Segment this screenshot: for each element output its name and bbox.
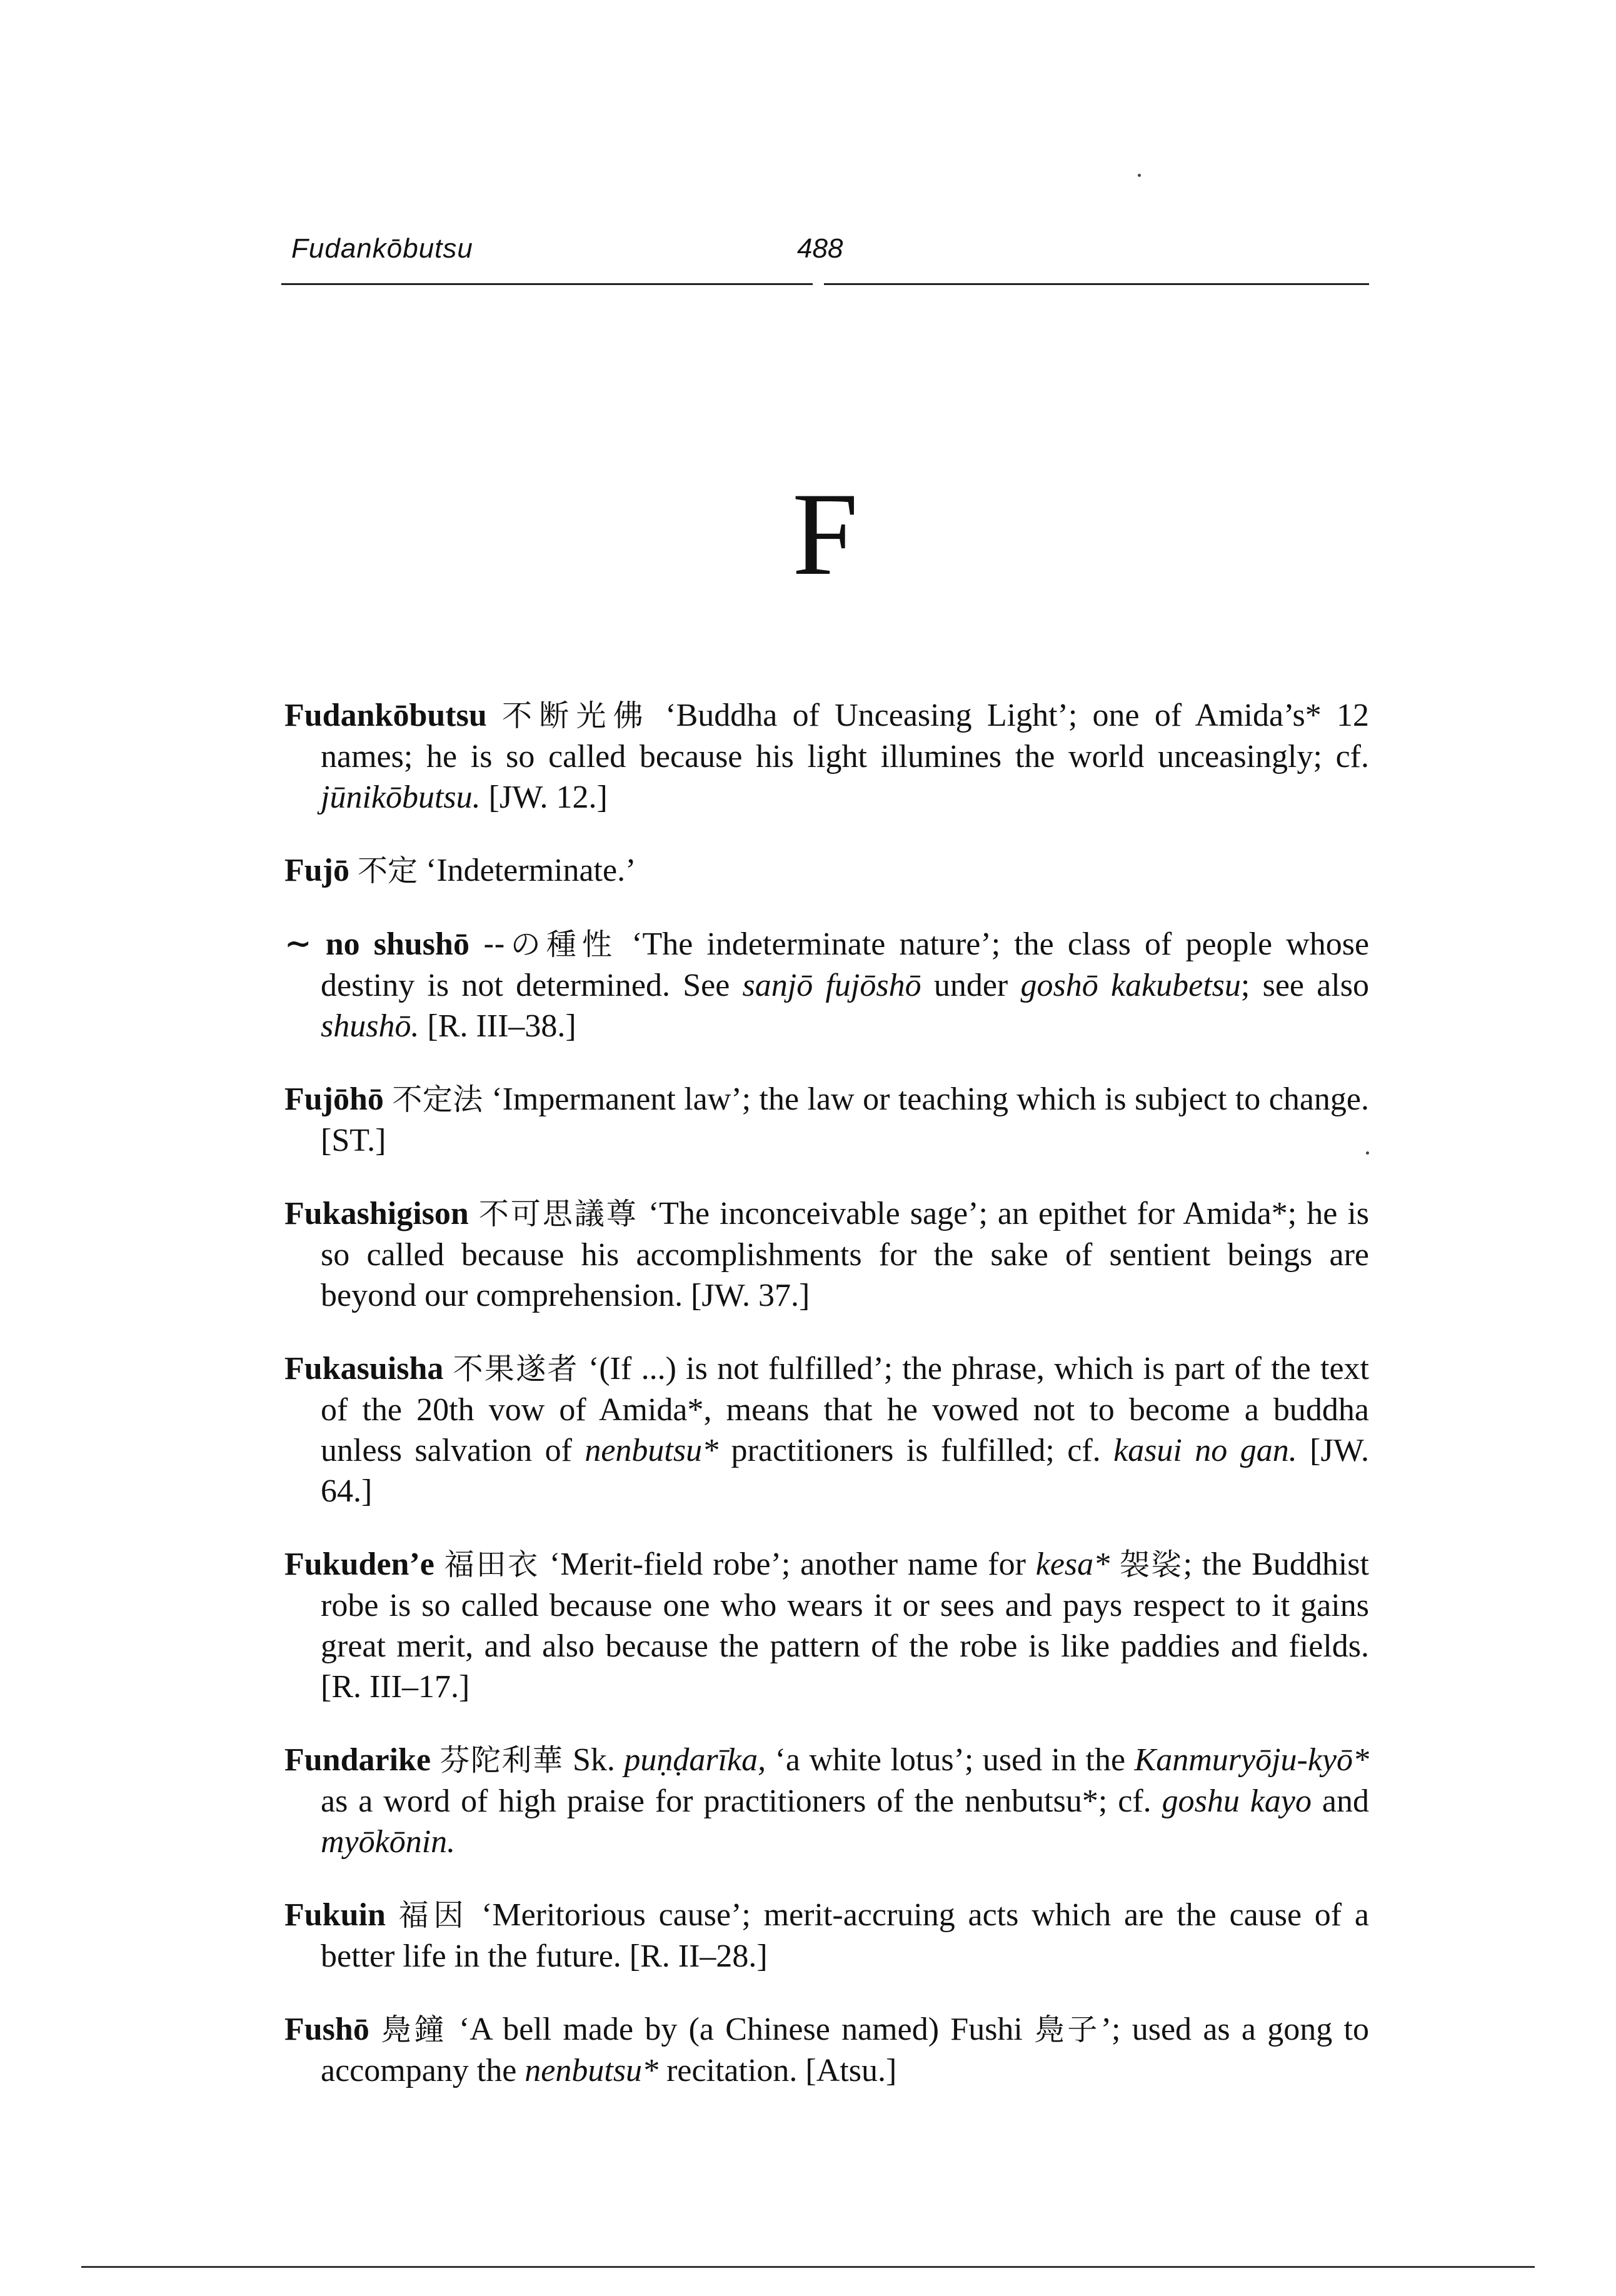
entry-headword: Fukashigison	[284, 1196, 469, 1231]
entry-headword: Fundarike	[284, 1742, 431, 1778]
entry-fujo	[284, 850, 1369, 891]
entry-characters: 不定法	[392, 1082, 483, 1117]
entry-cross-reference: shushō.	[321, 1008, 419, 1044]
entry-text: under	[921, 968, 1021, 1003]
entry-fukudene	[284, 1544, 1369, 1707]
entry-source: [JW. 64.]	[321, 1433, 1369, 1509]
glossary-entries	[284, 663, 1369, 2106]
entry-source: recitation. [Atsu.]	[658, 2053, 897, 2088]
entry-gloss: ‘Impermanent law’; the law or teaching which is subject to change. [ST.]	[321, 1081, 1370, 1158]
entry-source: [JW. 12.]	[480, 780, 608, 815]
entry-characters: 不定	[358, 853, 418, 888]
entry-headword: Fujōhō	[284, 1081, 384, 1117]
entry-characters: 福因	[398, 1898, 469, 1933]
entry-cross-reference: kasui no gan.	[1113, 1433, 1297, 1468]
entry-fundarike	[284, 1740, 1369, 1862]
entry-fujoho	[284, 1079, 1369, 1161]
entry-gloss: ‘A bell made by (a Chinese named) Fushi	[458, 2012, 1035, 2047]
entry-characters: 不可思議尊	[478, 1196, 638, 1231]
entry-characters: 不断光佛	[502, 698, 650, 733]
entry-text: and	[1311, 1783, 1370, 1819]
scan-speck	[1366, 1151, 1369, 1155]
entry-gloss: ‘The inconceivable sage’; an epithet for Amida*; he is so called because his accomplishments for the sake of sentient beings are beyond our comprehension. [JW. 37.]	[321, 1196, 1370, 1313]
entry-gloss: ‘Indeterminate.’	[426, 853, 636, 888]
entry-cross-reference: nenbutsu*	[524, 2053, 659, 2088]
entry-fusho	[284, 2009, 1369, 2091]
entry-characters: 不果遂者	[453, 1351, 579, 1386]
entry-cross-reference: nenbutsu*	[585, 1433, 719, 1468]
entry-cross-reference: jūnikōbutsu.	[321, 780, 481, 815]
page-number: 488	[797, 233, 843, 264]
entry-characters-secondary: 鳧子	[1034, 2012, 1101, 2047]
entry-source: [R. III–38.]	[419, 1008, 576, 1044]
entry-characters-secondary: 袈裟	[1119, 1547, 1183, 1582]
entry-cross-reference: goshō kakubetsu	[1020, 968, 1241, 1003]
entry-gloss: Sk.	[572, 1742, 625, 1778]
entry-text: as a word of high praise for practitioners of the nenbutsu*; cf.	[321, 1783, 1162, 1819]
entry-characters: 鳧鐘	[381, 2012, 448, 2047]
entry-no-shusho	[284, 924, 1369, 1046]
entry-headword: Fudankōbutsu	[284, 698, 487, 733]
entry-text: ‘a white lotus’; used in the	[766, 1742, 1135, 1778]
entry-fukashigison	[284, 1193, 1369, 1316]
entry-characters: 福田衣	[444, 1547, 540, 1582]
entry-fukuin	[284, 1895, 1369, 1977]
entry-text: ; the Buddhist robe is so called because one who wears it or sees and pays respect to it gains great merit, and also because the pattern of the robe is like paddies and fields.	[321, 1547, 1369, 1664]
entry-headword: Fukasuisha	[284, 1351, 444, 1386]
running-title: Fudankōbutsu	[291, 233, 473, 264]
entry-sanskrit-term: puṇḍarīka,	[624, 1742, 766, 1778]
entry-text: practitioners is fulfilled; cf.	[718, 1433, 1114, 1468]
entry-source: [R. III–17.]	[321, 1669, 470, 1705]
header-rule-left	[281, 283, 813, 285]
entry-headword: Fujō	[284, 853, 349, 888]
entry-cross-reference: sanjō fujōshō	[742, 968, 921, 1003]
entry-gloss: ‘(If ...) is not fulfilled’; the phrase, which is part of the text of the 20th vow of Amida*, means that he vowed not to become a buddha unless salvation of	[321, 1351, 1369, 1468]
entry-headword: Fukuden’e	[284, 1547, 434, 1582]
entry-gloss: ‘The indeterminate nature’; the class of people whose destiny is not determined. See	[321, 926, 1370, 1003]
section-letter: F	[792, 469, 858, 600]
entry-gloss: ‘Buddha of Unceasing Light’; one of Amida’s* 12 names; he is so called because his light illumines the world unceasingly; cf.	[321, 698, 1369, 775]
entry-characters: 芬陀利華	[439, 1743, 564, 1778]
running-head	[281, 228, 1369, 284]
entry-headword: Fushō	[284, 2012, 369, 2047]
entry-gloss: ‘Meritorious cause’; merit-accruing acts which are the cause of a better life in the future. [R. II–28.]	[321, 1897, 1369, 1974]
entry-cross-reference: myōkōnin.	[321, 1824, 456, 1860]
entry-headword: no shushō	[325, 926, 469, 962]
entry-cross-reference: kesa*	[1035, 1547, 1110, 1582]
entry-fudankobutsu	[284, 695, 1369, 818]
tilde-mark: ∼	[284, 926, 312, 962]
header-rule-right	[824, 283, 1369, 285]
entry-text: ’; used as a gong to accompany the	[321, 2012, 1369, 2088]
entry-fukasuisha	[284, 1348, 1369, 1511]
entry-cross-reference: Kanmuryōju-kyō*	[1134, 1742, 1370, 1778]
entry-headword: Fukuin	[284, 1897, 386, 1933]
entry-text: ; see also	[1240, 968, 1369, 1003]
entry-characters: --の種性	[483, 927, 618, 962]
scan-speck	[1138, 174, 1141, 177]
entry-cross-reference: goshu kayo	[1162, 1783, 1312, 1819]
entry-gloss: ‘Merit-field robe’; another name for	[549, 1547, 1036, 1582]
bottom-rule	[81, 2266, 1535, 2268]
